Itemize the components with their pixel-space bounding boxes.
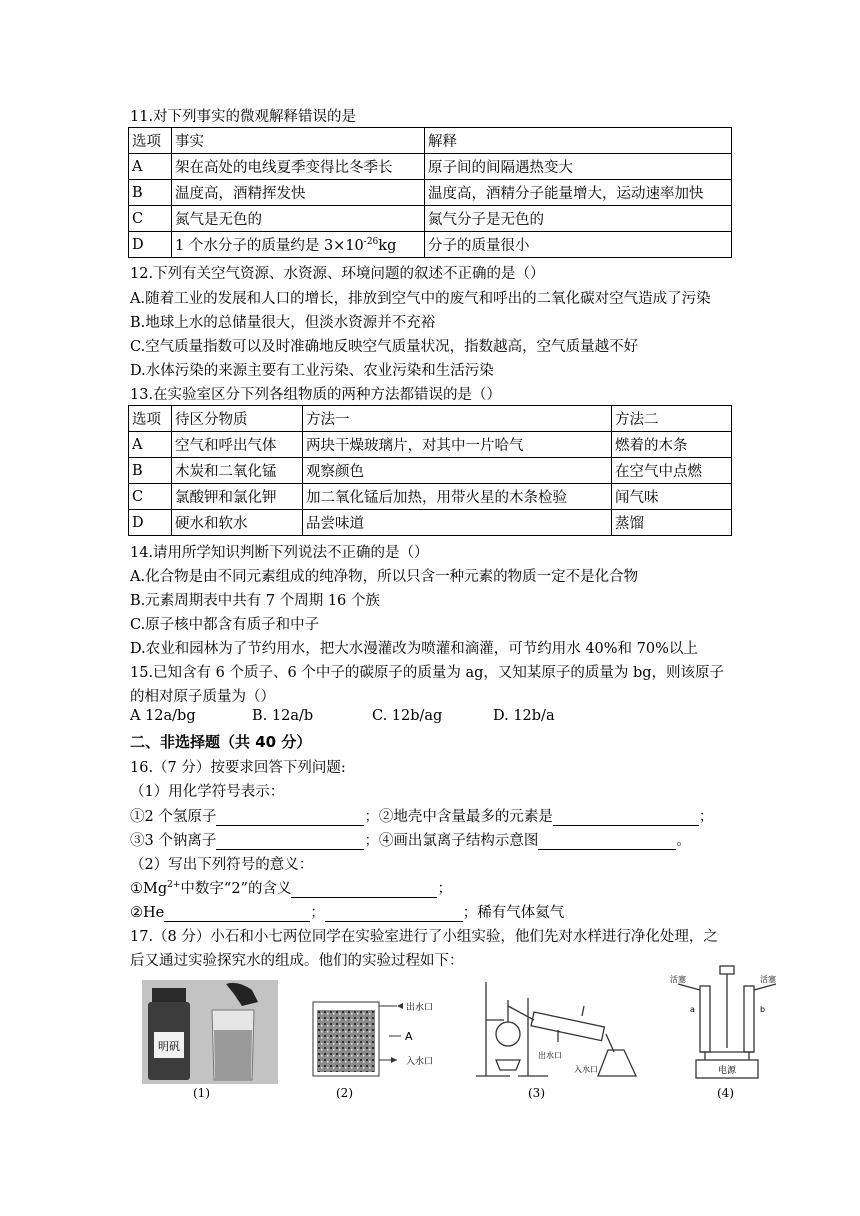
table-cell: 加二氧化锰后加热，用带火星的木条检验: [303, 484, 612, 510]
table-cell: 闻气味: [612, 484, 732, 510]
electrolysis-figure: [668, 962, 788, 1086]
table-cell: D: [129, 232, 172, 258]
q16-line-1a: [130, 805, 713, 826]
q15-option-a: A 12a/bg: [130, 708, 196, 724]
filter-figure: [305, 986, 455, 1082]
q15-option-b: B. 12a/b: [252, 708, 314, 724]
table-cell: 空气和呼出气体: [172, 432, 303, 458]
tube-b-label: b: [760, 1005, 766, 1014]
q16-punct: ；: [698, 809, 714, 825]
table-cell: 两块干燥玻璃片，对其中一片哈气: [303, 432, 612, 458]
figure-caption-1: (1): [193, 1086, 210, 1100]
q14-stem: 14.请用所学知识判断下列说法不正确的是（）: [130, 545, 429, 561]
q16-punct: ；: [310, 905, 325, 921]
funnel-top: [720, 966, 734, 974]
answer-blank[interactable]: [538, 835, 676, 850]
q12-stem: 12.下列有关空气资源、水资源、环境问题的叙述不正确的是（）: [130, 266, 545, 282]
power-label: 电源: [717, 1066, 737, 1076]
burner: [496, 1060, 520, 1070]
outlet-label: 出水口: [406, 1003, 434, 1013]
table-cell: 硬水和软水: [172, 510, 303, 536]
filter-media: [317, 1010, 375, 1072]
q12-option-d: D.水体污染的来源主要有工业污染、农业污染和生活污染: [130, 363, 494, 379]
table-cell: 品尝味道: [303, 510, 612, 536]
q16-stem: 16.（7 分）按要求回答下列问题:: [130, 760, 346, 776]
table-header: 选项: [129, 128, 172, 154]
table-row: [129, 484, 732, 510]
table-cell: 燃着的木条: [612, 432, 732, 458]
table-cell: 氮气是无色的: [172, 206, 425, 232]
table-cell: 在空气中点燃: [612, 458, 732, 484]
table-cell: C: [129, 484, 172, 510]
table-row: [129, 232, 732, 258]
q16-line-1b: [130, 829, 691, 850]
table-row: [129, 432, 732, 458]
figure-caption-4: (4): [717, 1086, 734, 1100]
table-cell: 分子的质量很小: [425, 232, 732, 258]
q13-table: [128, 405, 732, 536]
answer-blank[interactable]: [325, 907, 463, 922]
q16-he-meaning: ；稀有气体氦气: [462, 905, 565, 921]
table-header: 方法二: [612, 406, 732, 432]
q16-mg-symbol: ①Mg: [130, 881, 168, 897]
q16-line-2b: [130, 901, 564, 922]
table-cell: 温度高，酒精挥发快: [172, 180, 425, 206]
table-cell: 架在高处的电线夏季变得比冬季长: [172, 154, 425, 180]
table-cell: [172, 232, 425, 258]
q16-he-symbol: ②He: [130, 905, 165, 921]
q12-option-b: B.地球上水的总储量很大，但淡水资源并不充裕: [130, 315, 436, 331]
distilling-flask: [496, 1022, 520, 1046]
table-header: 待区分物质: [172, 406, 303, 432]
table-cell: 观察颜色: [303, 458, 612, 484]
figure-caption-3: (3): [528, 1086, 545, 1100]
q16-prompt-meaning: 中数字“2”的含义: [180, 881, 292, 897]
table-row: [129, 154, 732, 180]
jar-label: 明矾: [158, 1040, 180, 1053]
answer-blank[interactable]: [216, 835, 364, 850]
alum-photo-figure: [142, 980, 278, 1084]
table-header: 选项: [129, 406, 172, 432]
q16-prompt-chloride: ；④画出氯离子结构示意图: [364, 833, 539, 849]
table-header: 方法一: [303, 406, 612, 432]
q15-line2: 的相对原子质量为（）: [130, 689, 275, 705]
table-row: [129, 458, 732, 484]
q14-option-a: A.化合物是由不同元素组成的纯净物，所以只含一种元素的物质一定不是化合物: [130, 569, 639, 585]
inlet-label-small: 入水口: [574, 1065, 598, 1074]
outlet-label-small: 出水口: [538, 1051, 562, 1060]
q12-option-c: C.空气质量指数可以及时准确地反映空气质量状况，指数越高，空气质量越不好: [130, 339, 639, 355]
q16-part2: （2）写出下列符号的意义：: [130, 857, 314, 873]
q15-option-c: C. 12b/ag: [372, 708, 443, 724]
table-header: 解释: [425, 128, 732, 154]
q14-option-d: D.农业和园林为了节约用水，把大水漫灌改为喷灌和滴灌，可节约用水 40%和 70%以上: [130, 641, 698, 657]
table-cell: 原子间的间隔遇热变大: [425, 154, 732, 180]
q14-option-c: C.原子核中都含有质子和中子: [130, 617, 320, 633]
table-cell: A: [129, 432, 172, 458]
tube-a-label: a: [690, 1005, 695, 1014]
table-row: [129, 180, 732, 206]
q17-line1: 17.（8 分）小石和小七两位同学在实验室进行了小组实验，他们先对水样进行净化处理，之: [130, 929, 718, 945]
q16-punct: ；: [437, 881, 452, 897]
filter-label-a: A: [405, 1030, 413, 1043]
answer-blank[interactable]: [216, 811, 364, 826]
q16-line-2a: [130, 877, 452, 898]
left-tube: [700, 986, 710, 1052]
q15-option-d: D. 12b/a: [493, 708, 555, 724]
table-row: [129, 206, 732, 232]
table-cell: D: [129, 510, 172, 536]
table-cell: A: [129, 154, 172, 180]
left-valve-label: 活塞: [670, 975, 686, 984]
q12-option-a: A.随着工业的发展和人口的增长，排放到空气中的废气和呼出的二氧化碳对空气造成了污染: [130, 291, 711, 307]
table-cell: 氯酸钾和氯化钾: [172, 484, 303, 510]
inlet-label: 入水口: [406, 1057, 434, 1067]
q17-line2: 后又通过实验探究水的组成。他们的实验过程如下：: [130, 953, 464, 969]
table-row: [129, 406, 732, 432]
table-cell: 温度高，酒精分子能量增大，运动速率加快: [425, 180, 732, 206]
answer-blank[interactable]: [291, 883, 437, 898]
receiving-flask: [598, 1050, 636, 1076]
table-row: [129, 510, 732, 536]
water-mass-text: 1 个水分子的质量约是 3×10: [175, 238, 364, 254]
answer-blank[interactable]: [164, 907, 310, 922]
q16-prompt-hydrogen: ①2 个氢原子: [130, 809, 217, 825]
answer-blank[interactable]: [553, 811, 699, 826]
table-cell: C: [129, 206, 172, 232]
q13-stem: 13.在实验室区分下列各组物质的两种方法都错误的是（）: [130, 387, 502, 403]
table-header: 事实: [172, 128, 425, 154]
water-mass-exponent: -26: [363, 237, 379, 248]
q14-option-b: B.元素周期表中共有 7 个周期 16 个族: [130, 593, 380, 609]
condenser: [531, 1012, 604, 1041]
table-cell: B: [129, 458, 172, 484]
jar-lid: [152, 988, 186, 1002]
figure-caption-2: (2): [336, 1086, 353, 1100]
q16-mg-charge: 2+: [167, 880, 181, 891]
table-cell: 氮气分子是无色的: [425, 206, 732, 232]
table-row: [129, 128, 732, 154]
table-cell: 木炭和二氧化锰: [172, 458, 303, 484]
right-tube: [744, 986, 754, 1052]
q16-prompt-element: ；②地壳中含量最多的元素是: [364, 809, 553, 825]
q16-prompt-sodium: ③3 个钠离子: [130, 833, 217, 849]
water-mass-unit: kg: [378, 238, 397, 254]
q11-table: [128, 127, 732, 258]
right-valve-label: 活塞: [760, 975, 776, 984]
distillation-figure: [470, 976, 640, 1084]
table-cell: B: [129, 180, 172, 206]
section-title: 二、非选择题（共 40 分）: [130, 733, 312, 751]
q15-line1: 15.已知含有 6 个质子、6 个中子的碳原子的质量为 ag，又知某原子的质量为 bg，则该原子: [130, 665, 725, 681]
q11-stem: 11.对下列事实的微观解释错误的是: [130, 109, 357, 125]
table-cell: 蒸馏: [612, 510, 732, 536]
q16-part1: （1）用化学符号表示：: [130, 784, 285, 800]
q16-punct: 。: [676, 833, 691, 849]
